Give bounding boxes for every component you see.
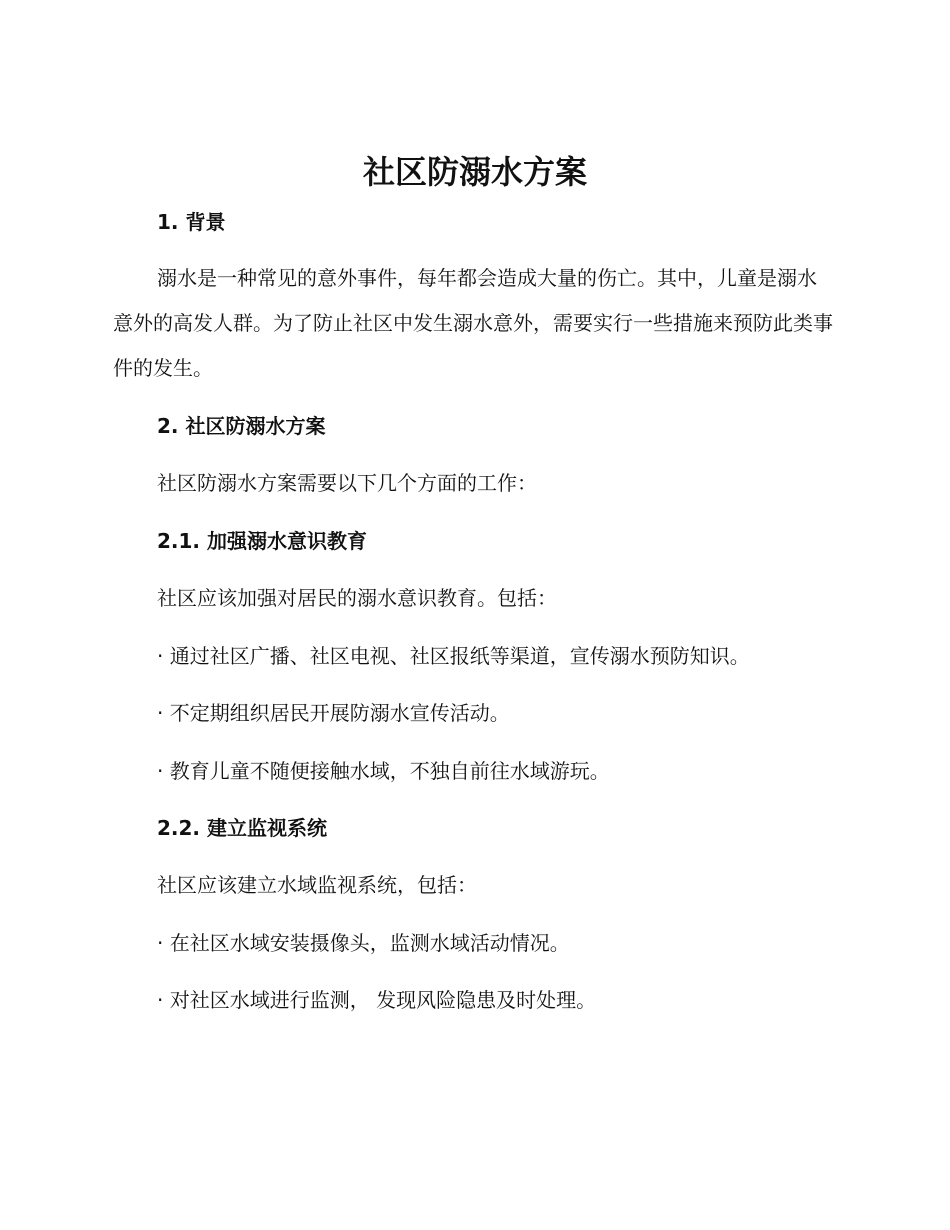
- document-title: 社区防溺水方案: [362, 153, 587, 191]
- monitoring-intro: 社区应该建立水域监视系统，包括：: [157, 873, 477, 897]
- education-intro: 社区应该加强对居民的溺水意识教育。包括：: [157, 586, 557, 610]
- section-heading-monitoring: 2.2. 建立监视系统: [157, 816, 327, 840]
- monitoring-bullet: · 在社区水域安装摄像头，监测水域活动情况。: [157, 931, 570, 955]
- monitoring-bullet: · 对社区水域进行监测， 发现风险隐患及时处理。: [157, 988, 597, 1012]
- education-bullet: · 不定期组织居民开展防溺水宣传活动。: [157, 701, 510, 725]
- education-bullet: · 通过社区广播、社区电视、社区报纸等渠道，宣传溺水预防知识。: [157, 644, 750, 668]
- section-heading-plan: 2. 社区防溺水方案: [157, 414, 326, 438]
- plan-intro: 社区防溺水方案需要以下几个方面的工作：: [157, 471, 537, 495]
- background-paragraph: 溺水是一种常见的意外事件，每年都会造成大量的伤亡。其中，儿童是溺水意外的高发人群。为了防止社区中发生溺水意外，需要实行一些措施来预防此类事件的发生。: [113, 266, 833, 380]
- section-heading-background: 1. 背景: [157, 210, 226, 234]
- education-bullet: · 教育儿童不随便接触水域，不独自前往水域游玩。: [157, 759, 610, 783]
- section-heading-education: 2.1. 加强溺水意识教育: [157, 529, 367, 553]
